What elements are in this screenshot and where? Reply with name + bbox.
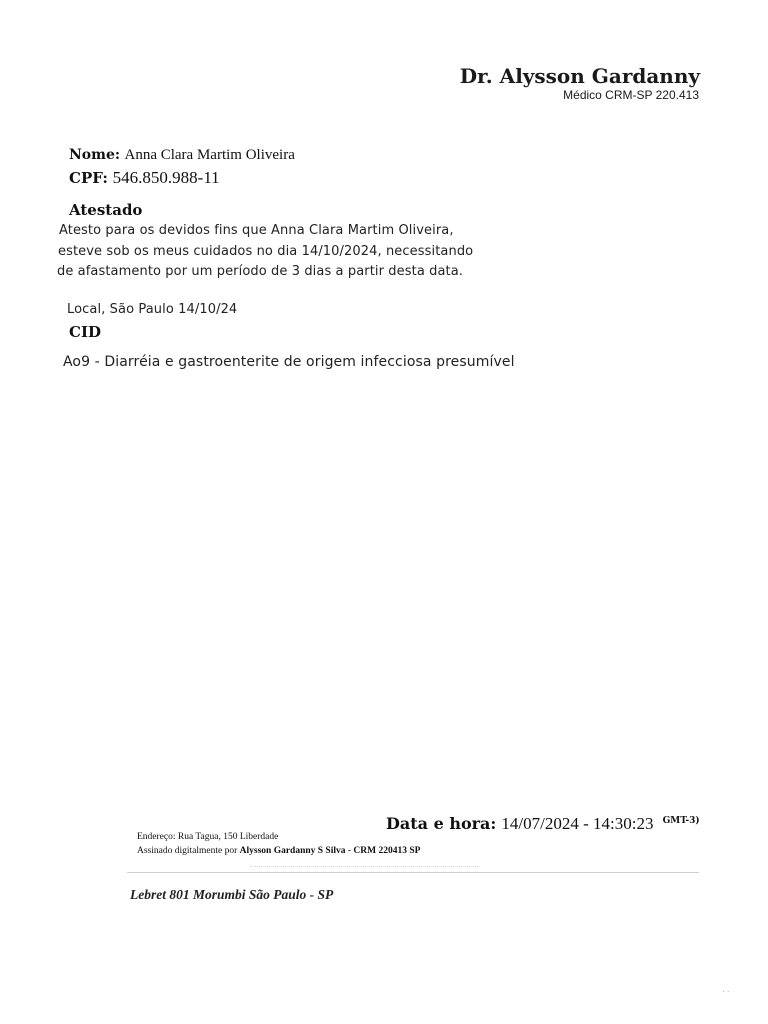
certificate-line: Atesto para os devidos fins que Anna Clara Martim Oliveira, [59,223,454,238]
datetime-value: 14/07/2024 - 14:30:23 [501,814,654,833]
doctor-name: Dr. Alysson Gardanny [459,64,700,88]
certificate-heading: Atestado [69,201,143,219]
signed-prefix: Assinado digitalmente por [137,846,238,856]
certificate-line: de afastamento por um período de 3 dias a partir desta data. [57,264,464,279]
footer-divider [127,872,699,873]
local-date-line: Local, São Paulo 14/10/24 [67,302,238,317]
signed-by: Alysson Gardanny S Silva - CRM 220413 SP [239,846,421,856]
timezone: GMT-3) [662,816,700,826]
patient-name-value: Anna Clara Martim Oliveira [124,147,295,163]
patient-cpf-label: CPF: [69,169,108,187]
clinic-address: Endereço: Rua Tagua, 150 Liberdade [137,832,279,842]
cid-text: Ao9 - Diarréia e gastroenterite de origem infecciosa presumível [63,354,515,370]
faint-divider [250,866,480,868]
patient-name-label: Nome: [69,147,121,163]
footer-address: Lebret 801 Morumbi São Paulo - SP [130,887,334,902]
cid-heading: CID [69,323,101,341]
certificate-line: esteve sob os meus cuidados no dia 14/10/2024, necessitando [58,244,474,259]
patient-name-line [69,147,295,164]
datetime-label: Data e hora: [386,814,497,833]
doctor-crm: Médico CRM-SP 220.413 [563,88,699,102]
patient-cpf-value: 546.850.988-11 [112,168,220,187]
signature-datetime [386,814,700,834]
corner-mark: · · [722,987,730,996]
patient-cpf-line [69,168,220,188]
digital-signature-line [137,846,420,856]
